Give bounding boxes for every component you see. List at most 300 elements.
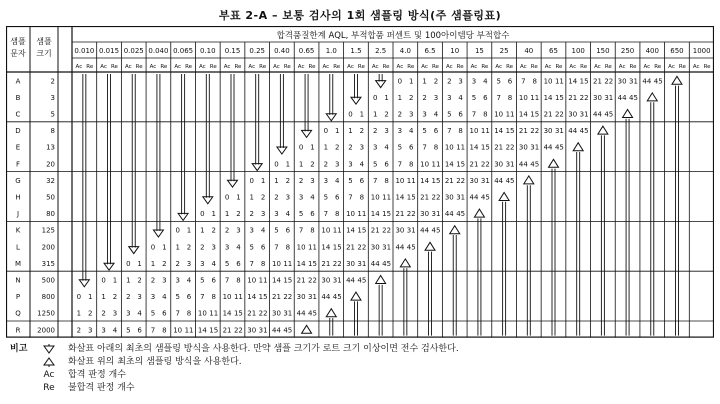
re-value: 2: [88, 309, 93, 318]
ac-value: 30: [271, 309, 281, 318]
ac-header: Ac: [470, 64, 478, 70]
re-value: 11: [480, 127, 490, 136]
re-header: Re: [555, 64, 563, 70]
ac-value: 44: [568, 127, 578, 136]
re-value: 2: [310, 160, 315, 169]
re-value: 4: [285, 210, 291, 219]
ac-value: 5: [323, 193, 329, 202]
row-letter: K: [15, 226, 21, 235]
re-value: 31: [382, 243, 392, 252]
re-value: 6: [285, 226, 291, 235]
ac-value: 21: [346, 243, 355, 252]
ac-header: Ac: [594, 64, 601, 70]
re-value: 45: [530, 160, 540, 169]
ac-value: 3: [101, 326, 106, 335]
ac-value: 2: [397, 110, 403, 119]
ac-value: 0: [298, 143, 304, 152]
ac-value: 10: [543, 77, 553, 86]
re-value: 31: [530, 143, 540, 152]
ac-value: 1: [422, 77, 427, 86]
re-value: 22: [604, 77, 614, 86]
row-letter: F: [15, 160, 21, 169]
ac-value: 5: [200, 276, 205, 285]
re-value: 3: [310, 176, 315, 185]
re-value: 45: [382, 259, 392, 268]
re-value: 2: [162, 259, 167, 268]
ac-value: 10: [346, 210, 355, 219]
re-value: 11: [258, 276, 268, 285]
re-value: 8: [458, 127, 463, 136]
re-value: 1: [162, 243, 167, 252]
ac-value: 30: [568, 110, 578, 119]
re-header: Re: [357, 64, 365, 70]
ac-value: 21: [420, 193, 430, 202]
ac-value: 7: [323, 210, 329, 219]
re-value: 22: [283, 293, 293, 302]
aql-level-6: 0.15: [224, 47, 241, 55]
down-arrow-icon: [228, 180, 238, 187]
ac-value: 0: [224, 193, 230, 202]
ac-value: 7: [175, 309, 180, 318]
ac-value: 10: [197, 309, 207, 318]
notes: [10, 343, 710, 395]
ac-value: 1: [126, 276, 131, 285]
ac-value: 2: [323, 160, 329, 169]
re-value: 2: [359, 127, 365, 136]
re-value: 45: [357, 276, 367, 285]
re-value: 6: [260, 243, 266, 252]
re-value: 6: [507, 77, 513, 86]
re-value: 2: [211, 226, 216, 235]
re-value: 2: [137, 276, 142, 285]
re-header: Re: [283, 64, 291, 70]
re-value: 15: [332, 243, 342, 252]
ac-header: Ac: [347, 64, 354, 70]
re-value: 6: [483, 93, 488, 102]
ac-value: 44: [617, 93, 627, 102]
re-value: 31: [604, 93, 614, 102]
ac-value: 44: [592, 110, 602, 119]
aql-level-8: 0.40: [274, 47, 290, 55]
re-value: 11: [283, 259, 293, 268]
aql-level-13: 4.0: [399, 47, 411, 55]
row-letter: R: [15, 326, 21, 335]
aql-level-14: 6.5: [424, 47, 436, 55]
re-header: Re: [160, 64, 168, 70]
ac-value: 21: [247, 309, 257, 318]
ac-value: 2: [200, 243, 205, 252]
ac-value: 30: [395, 226, 405, 235]
row-letter: L: [16, 243, 20, 252]
notes-label: 비고: [10, 344, 28, 354]
up-arrow-icon: [524, 176, 534, 184]
row-letter: J: [16, 210, 20, 219]
re-value: 22: [579, 93, 589, 102]
aql-level-25: 1000: [692, 47, 711, 55]
ac-header: Ac: [396, 64, 404, 70]
re-value: 15: [209, 326, 219, 335]
re-value: 11: [233, 293, 243, 302]
ac-value: 3: [298, 193, 304, 202]
re-value: 11: [209, 309, 219, 318]
ac-header: Ac: [199, 64, 206, 70]
re-value: 4: [359, 160, 365, 169]
aql-level-17: 25: [499, 47, 509, 55]
re-value: 8: [384, 176, 389, 185]
re-header: Re: [506, 64, 514, 70]
re-value: 4: [409, 127, 414, 136]
re-value: 11: [431, 160, 441, 169]
re-value: 15: [406, 193, 416, 202]
aql-level-7: 0.25: [249, 47, 265, 55]
up-arrow-icon: [573, 143, 583, 151]
re-value: 4: [112, 326, 118, 335]
ac-value: 2: [422, 93, 427, 102]
re-value: 15: [233, 309, 243, 318]
re-value: 3: [359, 143, 365, 152]
re-value: 11: [554, 77, 564, 86]
note-re-text: 불합격 판정 개수: [68, 383, 135, 393]
re-value: 4: [236, 243, 241, 252]
ac-value: 14: [222, 309, 232, 318]
re-header: Re: [604, 64, 612, 70]
note-row-re: [10, 382, 710, 395]
re-value: 15: [382, 210, 392, 219]
ac-value: 2: [447, 77, 452, 86]
ac-value: 0: [150, 243, 156, 252]
down-arrow-icon: [79, 280, 89, 287]
row-size: 1250: [37, 309, 55, 318]
ac-value: 14: [296, 259, 306, 268]
up-arrow-icon: [474, 209, 484, 217]
re-value: 15: [431, 176, 441, 185]
row-size: 500: [41, 276, 55, 285]
ac-header: Ac: [322, 64, 330, 70]
row-size: 50: [46, 193, 55, 202]
ac-value: 10: [321, 226, 331, 235]
ac-value: 2: [76, 326, 82, 335]
re-value: 15: [283, 276, 293, 285]
re-value: 45: [604, 110, 614, 119]
down-arrow-icon: [277, 147, 287, 154]
ac-value: 3: [348, 160, 353, 169]
ac-value: 5: [496, 77, 501, 86]
down-arrow-icon: [302, 130, 312, 137]
ac-value: 0: [200, 210, 205, 219]
ac-value: 0: [274, 160, 279, 169]
sampling-table: [6, 26, 714, 338]
row-letter: Q: [15, 309, 21, 318]
re-value: 2: [409, 93, 414, 102]
ac-value: 44: [370, 259, 380, 268]
re-value: 11: [456, 143, 466, 152]
aql-level-4: 0.065: [173, 47, 194, 55]
ac-header: Ac: [174, 64, 182, 70]
up-arrow-icon: [672, 76, 682, 84]
re-value: 31: [431, 210, 441, 219]
re-value: 45: [579, 127, 589, 136]
re-value: 22: [431, 193, 441, 202]
re-header: Re: [678, 64, 686, 70]
ac-value: 5: [249, 243, 254, 252]
re-value: 8: [310, 226, 315, 235]
ac-value: 5: [422, 127, 427, 136]
ac-header: Ac: [643, 64, 651, 70]
note-row-ac: [10, 369, 710, 382]
ac-value: 7: [249, 259, 254, 268]
note-up-text: 화살표 위의 최초의 샘플링 방식을 사용한다.: [68, 357, 242, 367]
re-key: Re: [43, 383, 55, 393]
re-value: 8: [334, 210, 340, 219]
aql-level-18: 40: [524, 47, 534, 55]
ac-value: 21: [543, 110, 553, 119]
re-value: 6: [236, 259, 241, 268]
ac-value: 0: [175, 226, 180, 235]
ac-header: Ac: [692, 64, 700, 70]
aql-level-16: 15: [474, 47, 484, 55]
sample-size-header-1: 샘플: [36, 37, 52, 46]
re-value: 3: [88, 326, 93, 335]
ac-value: 21: [395, 210, 405, 219]
ac-key: Ac: [43, 370, 55, 380]
re-value: 31: [629, 77, 638, 86]
ac-value: 14: [321, 243, 331, 252]
re-value: 45: [480, 193, 490, 202]
re-value: 15: [480, 143, 490, 152]
aql-level-22: 250: [620, 47, 635, 55]
ac-value: 2: [101, 309, 106, 318]
re-value: 3: [433, 93, 439, 102]
re-header: Re: [481, 64, 489, 70]
row-letter: M: [14, 259, 22, 268]
re-header: Re: [431, 64, 439, 70]
re-header: Re: [530, 64, 538, 70]
re-header: Re: [382, 64, 390, 70]
up-arrow-icon: [326, 309, 336, 317]
ac-value: 44: [469, 193, 479, 202]
ac-value: 7: [224, 276, 230, 285]
ac-value: 7: [397, 160, 403, 169]
ac-value: 3: [323, 176, 329, 185]
re-value: 11: [505, 110, 515, 119]
re-header: Re: [308, 64, 316, 70]
re-header: Re: [259, 64, 267, 70]
re-value: 1: [211, 210, 216, 219]
re-value: 8: [409, 160, 414, 169]
ac-value: 3: [150, 293, 156, 302]
aql-level-1: 0.015: [99, 47, 120, 55]
ac-value: 1: [274, 176, 279, 185]
re-value: 8: [260, 259, 266, 268]
re-value: 31: [258, 326, 268, 335]
ac-value: 2: [175, 259, 180, 268]
ac-value: 44: [494, 176, 504, 185]
down-arrow-icon: [203, 197, 213, 204]
re-value: 1: [310, 143, 315, 152]
re-value: 8: [236, 276, 241, 285]
ac-value: 7: [348, 193, 353, 202]
ac-value: 1: [76, 309, 82, 318]
ac-value: 10: [469, 127, 479, 136]
re-value: 1: [409, 77, 414, 86]
ac-value: 44: [395, 243, 405, 252]
ac-value: 30: [321, 276, 331, 285]
re-value: 3: [260, 210, 266, 219]
re-value: 6: [310, 210, 315, 219]
ac-value: 7: [298, 226, 304, 235]
re-value: 3: [236, 226, 241, 235]
ac-value: 30: [617, 77, 627, 86]
sampling-table-grid: [6, 26, 714, 338]
ac-value: 44: [444, 210, 454, 219]
ac-value: 3: [471, 77, 477, 86]
ac-value: 3: [224, 243, 230, 252]
ac-value: 3: [200, 259, 205, 268]
ac-value: 14: [518, 110, 528, 119]
re-value: 8: [211, 293, 216, 302]
ac-value: 14: [444, 160, 454, 169]
re-value: 6: [162, 309, 167, 318]
re-header: Re: [703, 64, 711, 70]
ac-value: 10: [494, 110, 504, 119]
re-value: 6: [409, 143, 414, 152]
row-size: 5: [50, 110, 55, 119]
ac-value: 2: [372, 127, 378, 136]
ac-value: 1: [298, 160, 304, 169]
ac-value: 2: [126, 293, 131, 302]
re-value: 8: [162, 326, 167, 335]
up-arrow-icon: [598, 126, 608, 134]
re-header: Re: [333, 64, 341, 70]
ac-value: 3: [447, 93, 452, 102]
re-value: 11: [308, 243, 317, 252]
ac-value: 1: [348, 127, 353, 136]
ac-value: 1: [175, 243, 180, 252]
ac-header: Ac: [248, 64, 256, 70]
re-value: 22: [332, 259, 342, 268]
row-letter: N: [15, 276, 21, 285]
ac-value: 44: [420, 226, 430, 235]
re-value: 2: [112, 293, 118, 302]
row-letter: P: [15, 293, 21, 302]
row-size: 20: [46, 160, 55, 169]
aql-caption: 합격품질한계 AQL, 부적합품 퍼센트 및 100아이템당 부적합수: [276, 31, 510, 41]
re-value: 11: [530, 93, 540, 102]
re-value: 22: [456, 176, 466, 185]
ac-value: 10: [518, 93, 528, 102]
re-value: 6: [359, 176, 365, 185]
re-value: 31: [332, 276, 342, 285]
ac-header: Ac: [618, 64, 626, 70]
aql-level-3: 0.040: [148, 47, 169, 55]
re-value: 3: [409, 110, 414, 119]
re-value: 15: [530, 110, 540, 119]
ac-value: 1: [372, 110, 378, 119]
re-value: 2: [285, 176, 291, 185]
ac-value: 14: [469, 143, 479, 152]
aql-level-20: 100: [571, 47, 585, 55]
ac-value: 21: [296, 276, 306, 285]
ac-value: 2: [150, 276, 156, 285]
down-arrow-icon: [104, 263, 114, 270]
ac-header: Ac: [421, 64, 428, 70]
ac-value: 1: [150, 259, 156, 268]
ac-value: 5: [397, 143, 403, 152]
note-ac-text: 합격 판정 개수: [68, 370, 126, 380]
ac-value: 5: [471, 93, 477, 102]
re-value: 45: [308, 309, 317, 318]
ac-header: Ac: [495, 64, 503, 70]
re-value: 31: [283, 309, 293, 318]
ac-value: 0: [249, 176, 254, 185]
ac-value: 0: [126, 259, 131, 268]
row-letter: A: [15, 77, 21, 86]
re-value: 1: [236, 193, 241, 202]
re-value: 8: [433, 143, 439, 152]
re-value: 22: [233, 326, 243, 335]
ac-value: 44: [642, 77, 652, 86]
ac-value: 1: [224, 210, 230, 219]
re-value: 4: [260, 226, 266, 235]
ac-value: 14: [395, 193, 405, 202]
re-value: 31: [505, 160, 515, 169]
up-arrow-icon: [400, 259, 410, 267]
re-value: 4: [384, 143, 389, 152]
row-size: 200: [41, 243, 55, 252]
page-title: 부표 2-A – 보통 검사의 1회 샘플링 방식(주 샘플링표): [218, 9, 502, 22]
ac-value: 21: [321, 259, 331, 268]
row-letter: D: [15, 127, 21, 136]
ac-value: 1: [397, 93, 403, 102]
re-value: 3: [162, 276, 167, 285]
note-row-down: [10, 343, 710, 356]
ac-value: 44: [543, 143, 553, 152]
re-value: 3: [384, 127, 389, 136]
aql-level-10: 1.0: [325, 47, 337, 55]
ac-value: 10: [395, 176, 405, 185]
re-value: 31: [456, 193, 466, 202]
aql-level-15: 10: [450, 47, 460, 55]
row-size: 13: [46, 143, 55, 152]
re-value: 3: [285, 193, 291, 202]
aql-level-19: 65: [549, 47, 558, 55]
re-value: 3: [186, 259, 192, 268]
note-down-text: 화살표 아래의 최초의 샘플링 방식을 사용한다. 만약 샘플 크기가 로트 크기 이상이면 전수 검사한다.: [68, 344, 459, 354]
ac-value: 2: [274, 193, 279, 202]
re-value: 45: [653, 77, 663, 86]
ac-value: 0: [348, 110, 353, 119]
re-header: Re: [629, 64, 637, 70]
ac-value: 21: [494, 143, 504, 152]
re-value: 4: [137, 309, 142, 318]
re-value: 8: [483, 110, 488, 119]
ac-header: Ac: [371, 64, 379, 70]
re-value: 11: [332, 226, 342, 235]
ac-value: 21: [469, 160, 479, 169]
ac-value: 21: [518, 127, 528, 136]
re-value: 15: [357, 226, 367, 235]
ac-value: 44: [518, 160, 528, 169]
ac-value: 5: [298, 210, 304, 219]
ac-header: Ac: [569, 64, 577, 70]
up-arrow-icon: [30, 356, 68, 369]
ac-value: 30: [518, 143, 528, 152]
ac-value: 10: [444, 143, 454, 152]
row-size: 800: [41, 293, 55, 302]
re-value: 11: [382, 193, 392, 202]
row-size: 2: [50, 77, 55, 86]
re-value: 8: [285, 243, 291, 252]
